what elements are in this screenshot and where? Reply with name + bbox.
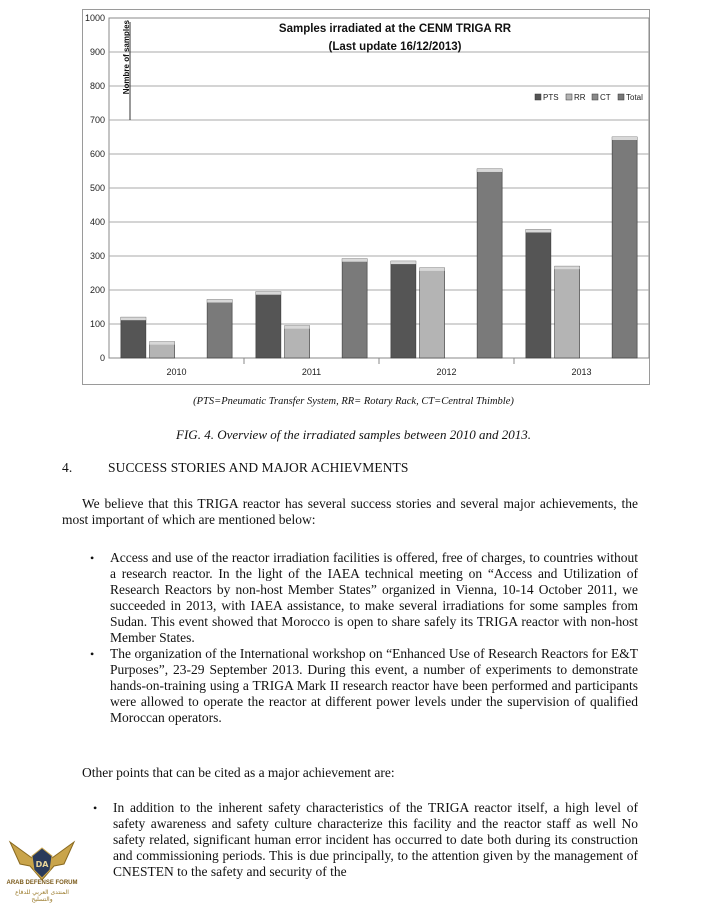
list-item — [93, 800, 638, 880]
bar-cap — [285, 326, 310, 329]
bar-pts — [391, 261, 416, 358]
bar-cap — [121, 317, 146, 320]
other-points-paragraph: Other points that can be cited as a major achievement are: — [82, 765, 395, 780]
bar-cap — [612, 137, 637, 140]
figure-caption: FIG. 4. Overview of the irradiated samples between 2010 and 2013. — [176, 427, 531, 442]
legend-label: CT — [600, 93, 611, 102]
legend-swatch — [592, 94, 598, 100]
y-tick-label: 0 — [99, 353, 105, 363]
y-tick-label: 600 — [89, 149, 105, 159]
bar-cap — [420, 268, 445, 271]
y-tick-label: 300 — [89, 251, 105, 261]
chart-subtitle: (Last update 16/12/2013) — [328, 41, 462, 53]
y-tick-label: 1000 — [84, 13, 105, 23]
chart-title: Samples irradiated at the CENM TRIGA RR — [278, 23, 512, 35]
x-tick-label: 2013 — [571, 367, 592, 377]
section-number: 4. — [62, 460, 73, 475]
x-tick-label: 2011 — [301, 367, 322, 377]
list-item — [90, 646, 638, 726]
bar-cap — [342, 259, 367, 262]
bar-cap — [477, 169, 502, 172]
legend-swatch — [618, 94, 624, 100]
section-heading — [62, 460, 409, 476]
list-item-text: Access and use of the reactor irradiation facilities is offered, free of charges, to countries without a research reactor. In the light of the IAEA technical meeting on “Access and Utilization of Research Reactors by non-host Member States” organized in Vienna, 10-14 October 2011, we succeeded in 2013, with IAEA assistance, to make several irradiations for some samples from Sudan. This event showed that Morocco is open to share safely its TRIGA reactor with non-host Member States. — [110, 550, 638, 645]
legend-label: Total — [626, 93, 643, 102]
bar-cap — [526, 229, 551, 232]
bar-cap — [555, 266, 580, 269]
bar-pts — [256, 292, 281, 358]
bar-cap — [391, 261, 416, 264]
legend-label: RR — [574, 93, 586, 102]
abbreviation-caption: (PTS=Pneumatic Transfer System, RR= Rotary Rack, CT=Central Thimble) — [193, 396, 514, 407]
bullet-icon: • — [93, 801, 98, 815]
bar-chart — [83, 10, 651, 386]
achievements-list — [90, 550, 638, 726]
x-tick-label: 2010 — [166, 367, 187, 377]
watermark-name-en: ARAB DEFENSE FORUM — [6, 880, 78, 886]
legend-swatch — [535, 94, 541, 100]
y-tick-label: 500 — [89, 183, 105, 193]
legend-label: PTS — [543, 93, 559, 102]
bullet-icon: • — [90, 551, 95, 565]
bar-rr — [285, 326, 310, 358]
y-tick-label: 900 — [89, 47, 105, 57]
chart-frame — [82, 9, 650, 385]
bar-cap — [150, 342, 175, 345]
bar-total — [207, 300, 232, 358]
bar-rr — [420, 268, 445, 358]
watermark-name-ar: المنتدى العربي للدفاع والتسليح — [15, 889, 69, 903]
bar-cap — [207, 300, 232, 303]
logo-letters: DA — [35, 860, 49, 869]
y-tick-label: 100 — [89, 319, 105, 329]
bar-total — [342, 259, 367, 358]
bar-total — [477, 169, 502, 358]
y-axis-label: Nombre of samples — [122, 20, 131, 95]
x-tick-label: 2012 — [436, 367, 457, 377]
y-tick-label: 200 — [89, 285, 105, 295]
y-tick-label: 800 — [89, 81, 105, 91]
bar-pts — [121, 317, 146, 358]
legend-swatch — [566, 94, 572, 100]
other-achievements-list — [93, 800, 638, 880]
y-tick-label: 400 — [89, 217, 105, 227]
bar-cap — [256, 292, 281, 295]
intro-paragraph: We believe that this TRIGA reactor has several success stories and several major achievements, the most important of which are mentioned below: — [62, 496, 638, 527]
bullet-icon: • — [90, 647, 95, 661]
list-item-text: The organization of the International workshop on “Enhanced Use of Research Reactors for E&T Purposes”, 23-29 September 2013. During this event, a number of experiments to demonstrate hands-on-training using a TRIGA Mark II research reactor have been performed and participants were allowed to operate the reactor at different power levels under the supervision of qualified Moroccan operators. — [110, 646, 638, 725]
bar-pts — [526, 229, 551, 358]
bar-rr — [555, 266, 580, 358]
list-item-text: In addition to the inherent safety characteristics of the TRIGA reactor itself, a high level of safety awareness and safety culture characterize this facility and the reactor staff as well No safety related, significant human error incident has occurred to date both during its construction and commissioning periods. This is due principally, to the attention given by the management of CNESTEN to the safety and security of the — [113, 800, 638, 879]
list-item — [90, 550, 638, 646]
bar-total — [612, 137, 637, 358]
y-tick-label: 700 — [89, 115, 105, 125]
section-title: SUCCESS STORIES AND MAJOR ACHIEVMENTS — [108, 460, 409, 475]
